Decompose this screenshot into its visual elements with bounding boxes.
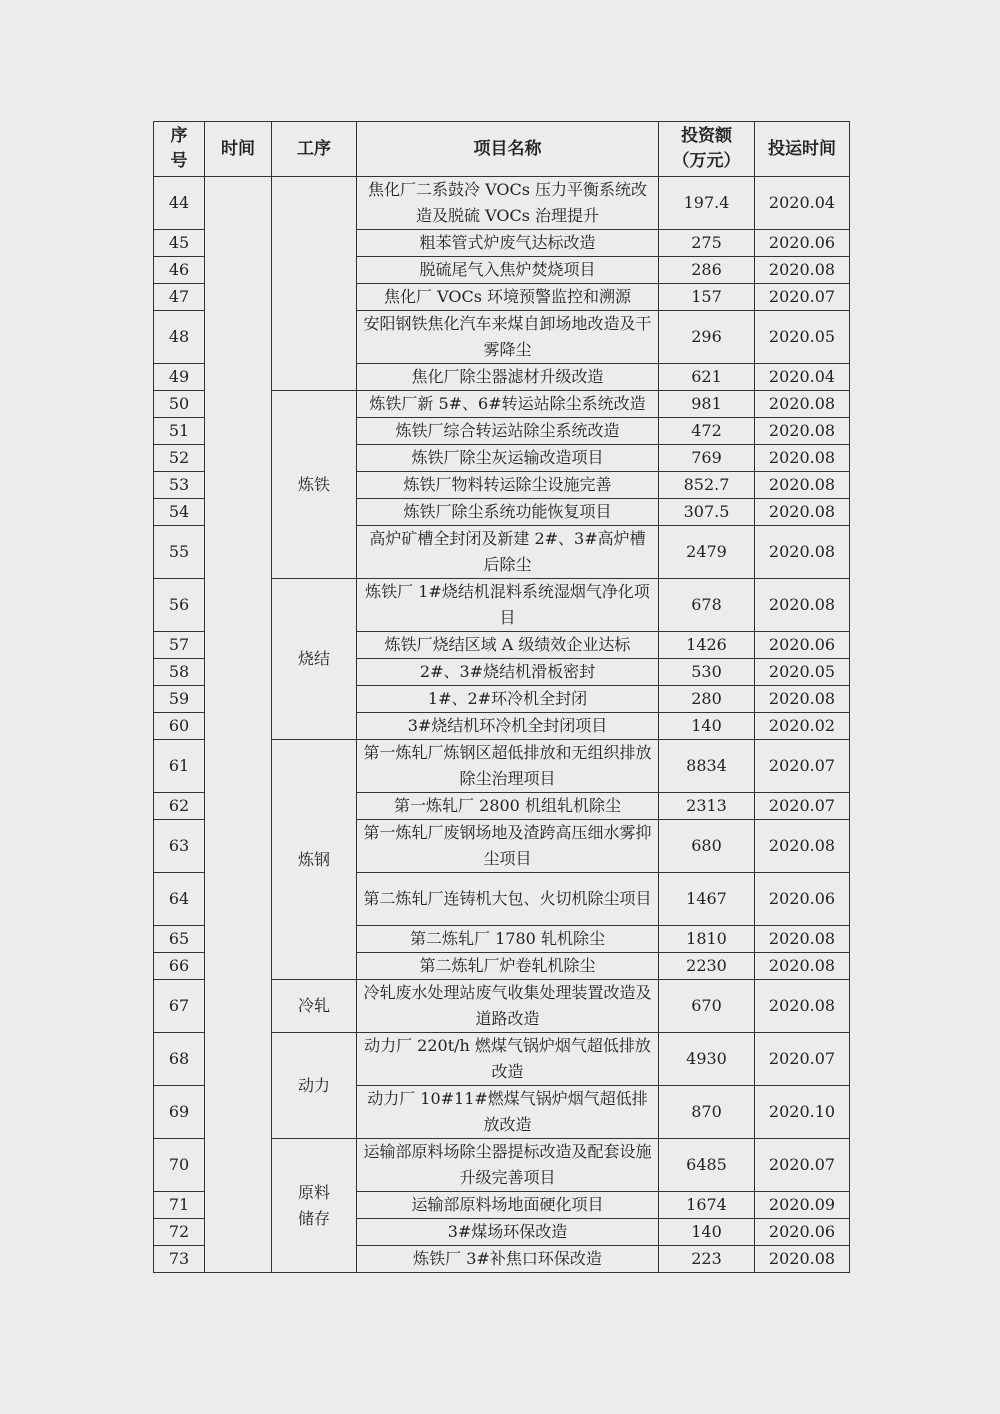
project-name: 2#、3#烧结机滑板密封: [357, 659, 659, 686]
row-number: 58: [154, 659, 205, 686]
investment: 1810: [659, 926, 755, 953]
investment: 870: [659, 1086, 755, 1139]
process-cell-cold-rolling: 冷轧: [272, 980, 357, 1033]
investment: 8834: [659, 740, 755, 793]
table-row: [154, 177, 850, 230]
investment: 2230: [659, 953, 755, 980]
investment: 140: [659, 713, 755, 740]
commission-date: 2020.08: [755, 499, 850, 526]
row-number: 49: [154, 364, 205, 391]
row-number: 64: [154, 873, 205, 926]
process-cell-coking: [272, 177, 357, 391]
row-number: 62: [154, 793, 205, 820]
project-table: [153, 121, 850, 1273]
project-name: 炼铁厂综合转运站除尘系统改造: [357, 418, 659, 445]
investment: 1467: [659, 873, 755, 926]
header-time: 时间: [205, 122, 272, 177]
commission-date: 2020.08: [755, 926, 850, 953]
commission-date: 2020.02: [755, 713, 850, 740]
row-number: 53: [154, 472, 205, 499]
investment: 530: [659, 659, 755, 686]
investment: 296: [659, 311, 755, 364]
project-name: 3#煤场环保改造: [357, 1219, 659, 1246]
row-number: 72: [154, 1219, 205, 1246]
investment: 280: [659, 686, 755, 713]
commission-date: 2020.07: [755, 284, 850, 311]
commission-date: 2020.08: [755, 391, 850, 418]
project-name: 焦化厂二系鼓冷 VOCs 压力平衡系统改造及脱硫 VOCs 治理提升: [357, 177, 659, 230]
row-number: 54: [154, 499, 205, 526]
project-name: 运输部原料场除尘器提标改造及配套设施升级完善项目: [357, 1139, 659, 1192]
commission-date: 2020.07: [755, 793, 850, 820]
commission-date: 2020.08: [755, 820, 850, 873]
project-name: 第二炼轧厂炉卷轧机除尘: [357, 953, 659, 980]
header-project-name: 项目名称: [357, 122, 659, 177]
project-name: 第一炼轧厂废钢场地及渣跨高压细水雾抑尘项目: [357, 820, 659, 873]
investment: 307.5: [659, 499, 755, 526]
project-name: 炼铁厂物料转运除尘设施完善: [357, 472, 659, 499]
row-number: 50: [154, 391, 205, 418]
project-name: 第一炼轧厂 2800 机组轧机除尘: [357, 793, 659, 820]
investment: 852.7: [659, 472, 755, 499]
commission-date: 2020.08: [755, 472, 850, 499]
commission-date: 2020.08: [755, 1246, 850, 1273]
commission-date: 2020.08: [755, 418, 850, 445]
process-cell-ironmaking: 炼铁: [272, 391, 357, 579]
commission-date: 2020.10: [755, 1086, 850, 1139]
header-process: 工序: [272, 122, 357, 177]
row-number: 71: [154, 1192, 205, 1219]
row-number: 68: [154, 1033, 205, 1086]
project-name: 炼铁厂除尘灰运输改造项目: [357, 445, 659, 472]
project-name: 1#、2#环冷机全封闭: [357, 686, 659, 713]
investment: 140: [659, 1219, 755, 1246]
row-number: 44: [154, 177, 205, 230]
project-name: 焦化厂除尘器滤材升级改造: [357, 364, 659, 391]
row-number: 45: [154, 230, 205, 257]
row-number: 63: [154, 820, 205, 873]
row-number: 67: [154, 980, 205, 1033]
commission-date: 2020.07: [755, 740, 850, 793]
investment: 678: [659, 579, 755, 632]
row-number: 61: [154, 740, 205, 793]
project-name: 炼铁厂除尘系统功能恢复项目: [357, 499, 659, 526]
project-name: 运输部原料场地面硬化项目: [357, 1192, 659, 1219]
investment: 472: [659, 418, 755, 445]
commission-date: 2020.05: [755, 311, 850, 364]
project-name: 炼铁厂烧结区域 A 级绩效企业达标: [357, 632, 659, 659]
header-investment: 投资额 （万元）: [659, 122, 755, 177]
commission-date: 2020.07: [755, 1033, 850, 1086]
row-number: 70: [154, 1139, 205, 1192]
process-cell-sintering: 烧结: [272, 579, 357, 740]
commission-date: 2020.09: [755, 1192, 850, 1219]
table-header-row: [154, 122, 850, 177]
project-name: 第二炼轧厂 1780 轧机除尘: [357, 926, 659, 953]
investment: 2313: [659, 793, 755, 820]
commission-date: 2020.08: [755, 953, 850, 980]
row-number: 51: [154, 418, 205, 445]
commission-date: 2020.04: [755, 177, 850, 230]
commission-date: 2020.08: [755, 579, 850, 632]
process-cell-steelmaking: 炼钢: [272, 740, 357, 980]
investment: 197.4: [659, 177, 755, 230]
commission-date: 2020.06: [755, 873, 850, 926]
project-name: 动力厂 10#11#燃煤气锅炉烟气超低排放改造: [357, 1086, 659, 1139]
commission-date: 2020.08: [755, 526, 850, 579]
commission-date: 2020.07: [755, 1139, 850, 1192]
investment: 275: [659, 230, 755, 257]
commission-date: 2020.08: [755, 257, 850, 284]
row-number: 56: [154, 579, 205, 632]
project-name: 3#烧结机环冷机全封闭项目: [357, 713, 659, 740]
row-number: 65: [154, 926, 205, 953]
time-cell: [205, 177, 272, 1273]
row-number: 66: [154, 953, 205, 980]
investment: 223: [659, 1246, 755, 1273]
project-name: 安阳钢铁焦化汽车来煤自卸场地改造及干雾降尘: [357, 311, 659, 364]
row-number: 46: [154, 257, 205, 284]
project-name: 高炉矿槽全封闭及新建 2#、3#高炉槽后除尘: [357, 526, 659, 579]
investment: 680: [659, 820, 755, 873]
row-number: 57: [154, 632, 205, 659]
row-number: 60: [154, 713, 205, 740]
project-name: 炼铁厂新 5#、6#转运站除尘系统改造: [357, 391, 659, 418]
row-number: 59: [154, 686, 205, 713]
row-number: 69: [154, 1086, 205, 1139]
project-name: 动力厂 220t/h 燃煤气锅炉烟气超低排放改造: [357, 1033, 659, 1086]
project-name: 粗苯管式炉废气达标改造: [357, 230, 659, 257]
row-number: 52: [154, 445, 205, 472]
investment: 621: [659, 364, 755, 391]
row-number: 47: [154, 284, 205, 311]
commission-date: 2020.04: [755, 364, 850, 391]
project-name: 脱硫尾气入焦炉焚烧项目: [357, 257, 659, 284]
investment: 769: [659, 445, 755, 472]
project-name: 焦化厂 VOCs 环境预警监控和溯源: [357, 284, 659, 311]
investment: 157: [659, 284, 755, 311]
investment: 1426: [659, 632, 755, 659]
project-name: 炼铁厂 1#烧结机混料系统湿烟气净化项目: [357, 579, 659, 632]
investment: 1674: [659, 1192, 755, 1219]
header-seq: 序 号: [154, 122, 205, 177]
row-number: 48: [154, 311, 205, 364]
row-number: 55: [154, 526, 205, 579]
commission-date: 2020.08: [755, 445, 850, 472]
investment: 286: [659, 257, 755, 284]
commission-date: 2020.08: [755, 686, 850, 713]
commission-date: 2020.08: [755, 980, 850, 1033]
process-cell-power: 动力: [272, 1033, 357, 1139]
investment: 2479: [659, 526, 755, 579]
commission-date: 2020.05: [755, 659, 850, 686]
commission-date: 2020.06: [755, 230, 850, 257]
investment: 670: [659, 980, 755, 1033]
project-name: 冷轧废水处理站废气收集处理装置改造及道路改造: [357, 980, 659, 1033]
row-number: 73: [154, 1246, 205, 1273]
project-name: 第二炼轧厂连铸机大包、火切机除尘项目: [357, 873, 659, 926]
commission-date: 2020.06: [755, 632, 850, 659]
project-name: 炼铁厂 3#补焦口环保改造: [357, 1246, 659, 1273]
process-cell-raw-storage: 原料 储存: [272, 1139, 357, 1273]
investment: 4930: [659, 1033, 755, 1086]
commission-date: 2020.06: [755, 1219, 850, 1246]
investment: 6485: [659, 1139, 755, 1192]
investment: 981: [659, 391, 755, 418]
header-commission-time: 投运时间: [755, 122, 850, 177]
project-name: 第一炼轧厂炼钢区超低排放和无组织排放除尘治理项目: [357, 740, 659, 793]
